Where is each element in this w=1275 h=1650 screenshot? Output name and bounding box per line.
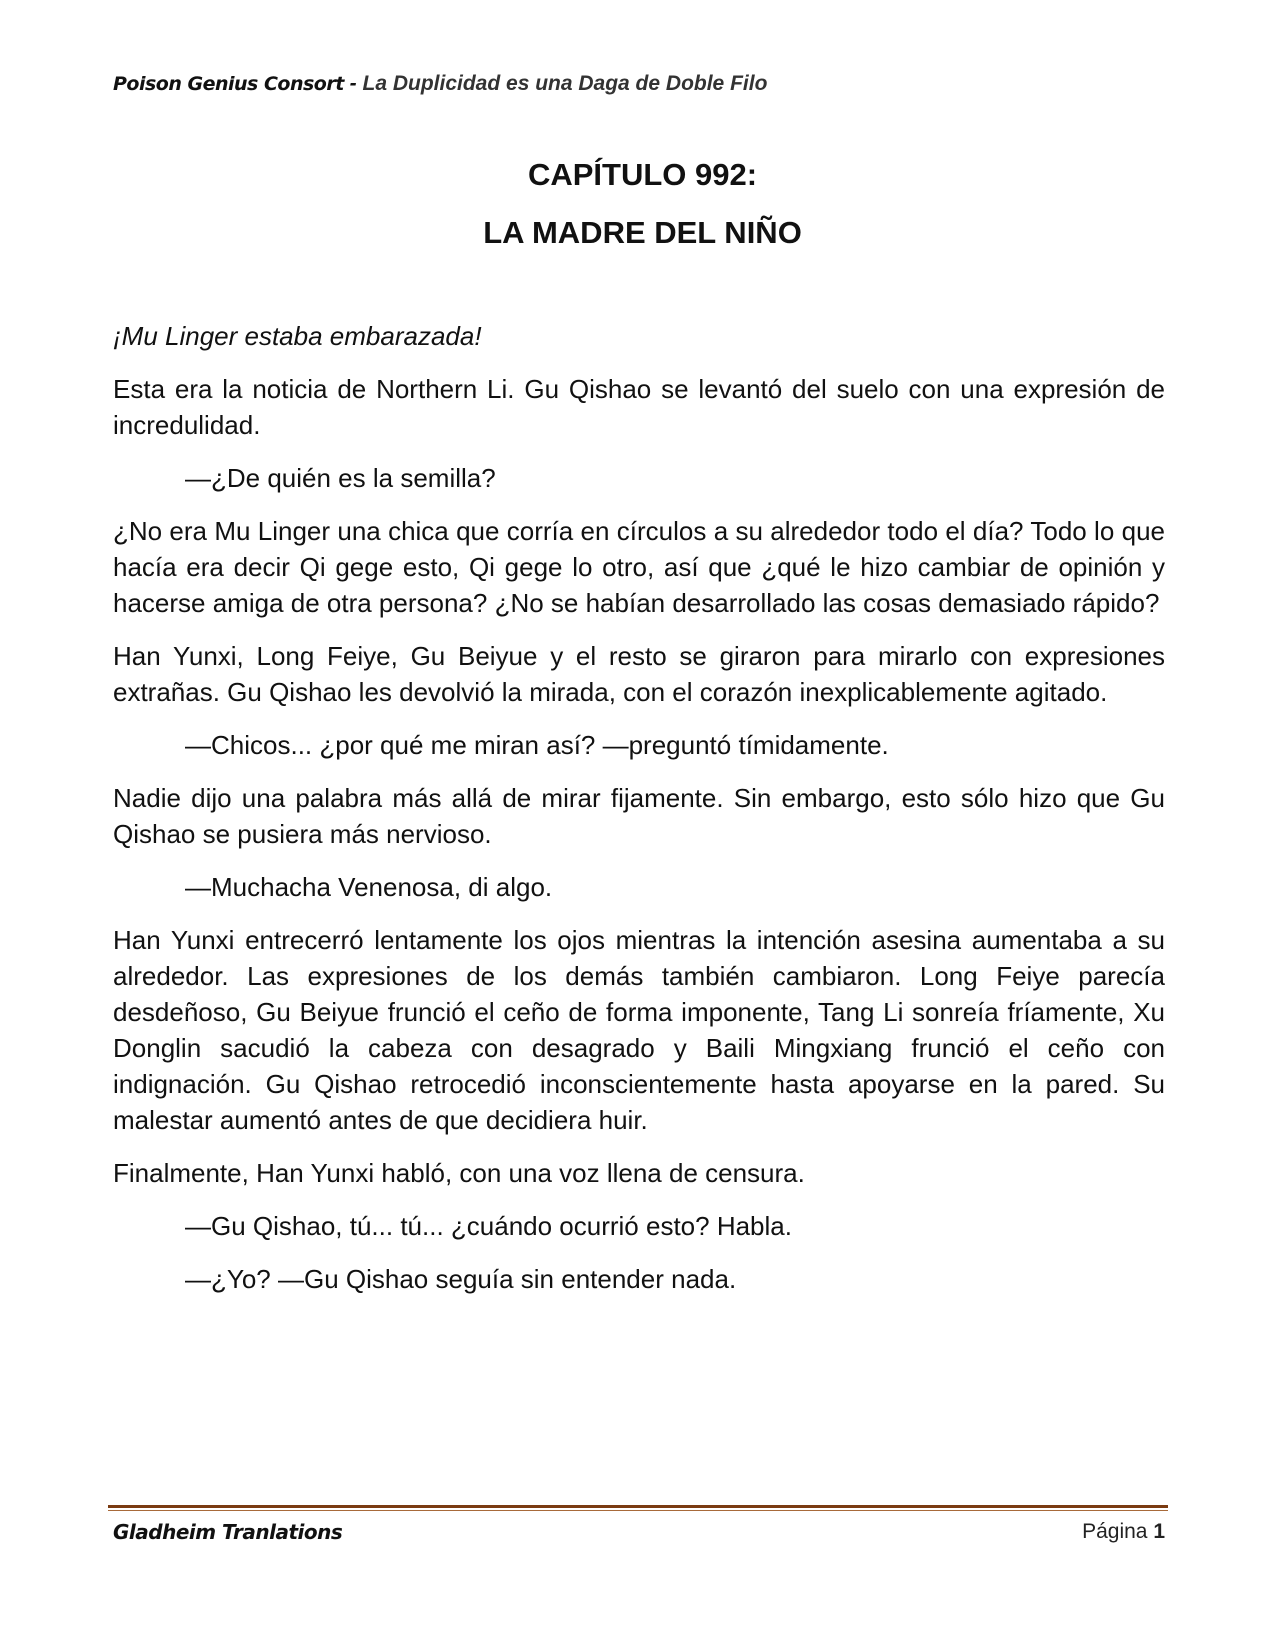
paragraph: —Chicos... ¿por qué me miran así? —preguntó tímidamente. (185, 730, 889, 760)
paragraph: ¡Mu Linger estaba embarazada! (113, 321, 482, 351)
paragraph: —Gu Qishao, tú... tú... ¿cuándo ocurrió esto? Habla. (185, 1211, 792, 1241)
page-label: Página (1082, 1520, 1148, 1543)
paragraph: —¿De quién es la semilla? (185, 463, 496, 493)
header-subtitle: La Duplicidad es una Daga de Doble Filo (362, 72, 768, 95)
paragraph: Nadie dijo una palabra más allá de mirar fijamente. Sin embargo, esto sólo hizo que Gu Qishao se pusiera más nervioso. (113, 783, 1165, 849)
chapter-title: LA MADRE DEL NIÑO (483, 215, 802, 250)
footer-divider-thick (108, 1505, 1168, 1508)
paragraph: Han Yunxi, Long Feiye, Gu Beiyue y el resto se giraron para mirarlo con expresiones extrañas. Gu Qishao les devolvió la mirada, con el corazón inexplicablemente agitado. (113, 641, 1165, 707)
footer-divider (108, 1505, 1168, 1513)
footer-translator: Gladheim Tranlations (113, 1520, 343, 1544)
header-series-title: Poison Genius Consort (113, 73, 344, 95)
paragraph: Esta era la noticia de Northern Li. Gu Qishao se levantó del suelo con una expresión de incredulidad. (113, 374, 1165, 440)
chapter-heading (0, 146, 1275, 262)
footer-divider-thin (108, 1510, 1168, 1511)
paragraph: —Muchacha Venenosa, di algo. (185, 872, 553, 902)
chapter-number: CAPÍTULO 992: (527, 157, 758, 192)
paragraph: —¿Yo? —Gu Qishao seguía sin entender nada. (185, 1264, 737, 1294)
running-header (113, 72, 767, 96)
footer-page-indicator (1082, 1520, 1165, 1544)
paragraph: Finalmente, Han Yunxi habló, con una voz llena de censura. (113, 1158, 805, 1188)
paragraph: Han Yunxi entrecerró lentamente los ojos mientras la intención asesina aumentaba a su alrededor. Las expresiones de los demás también cambiaron. Long Feiye parecía desdeñoso, Gu Beiyue frunció el ceño de forma imponente, Tang Li sonreía fríamente, Xu Donglin sacudió la cabeza con desagrado y Baili Mingxiang frunció el ceño con indignación. Gu Qishao retrocedió inconscientemente hasta apoyarse en la pared. Su malestar aumentó antes de que decidiera huir. (113, 925, 1165, 1135)
header-separator: - (349, 72, 357, 95)
paragraph: ¿No era Mu Linger una chica que corría en círculos a su alrededor todo el día? Todo lo que hacía era decir Qi gege esto, Qi gege lo otro, así que ¿qué le hizo cambiar de opinión y hacerse amiga de otra persona? ¿No se habían desarrollado las cosas demasiado rápido? (113, 516, 1165, 618)
chapter-body (113, 318, 1165, 1314)
page-number: 1 (1153, 1520, 1165, 1543)
